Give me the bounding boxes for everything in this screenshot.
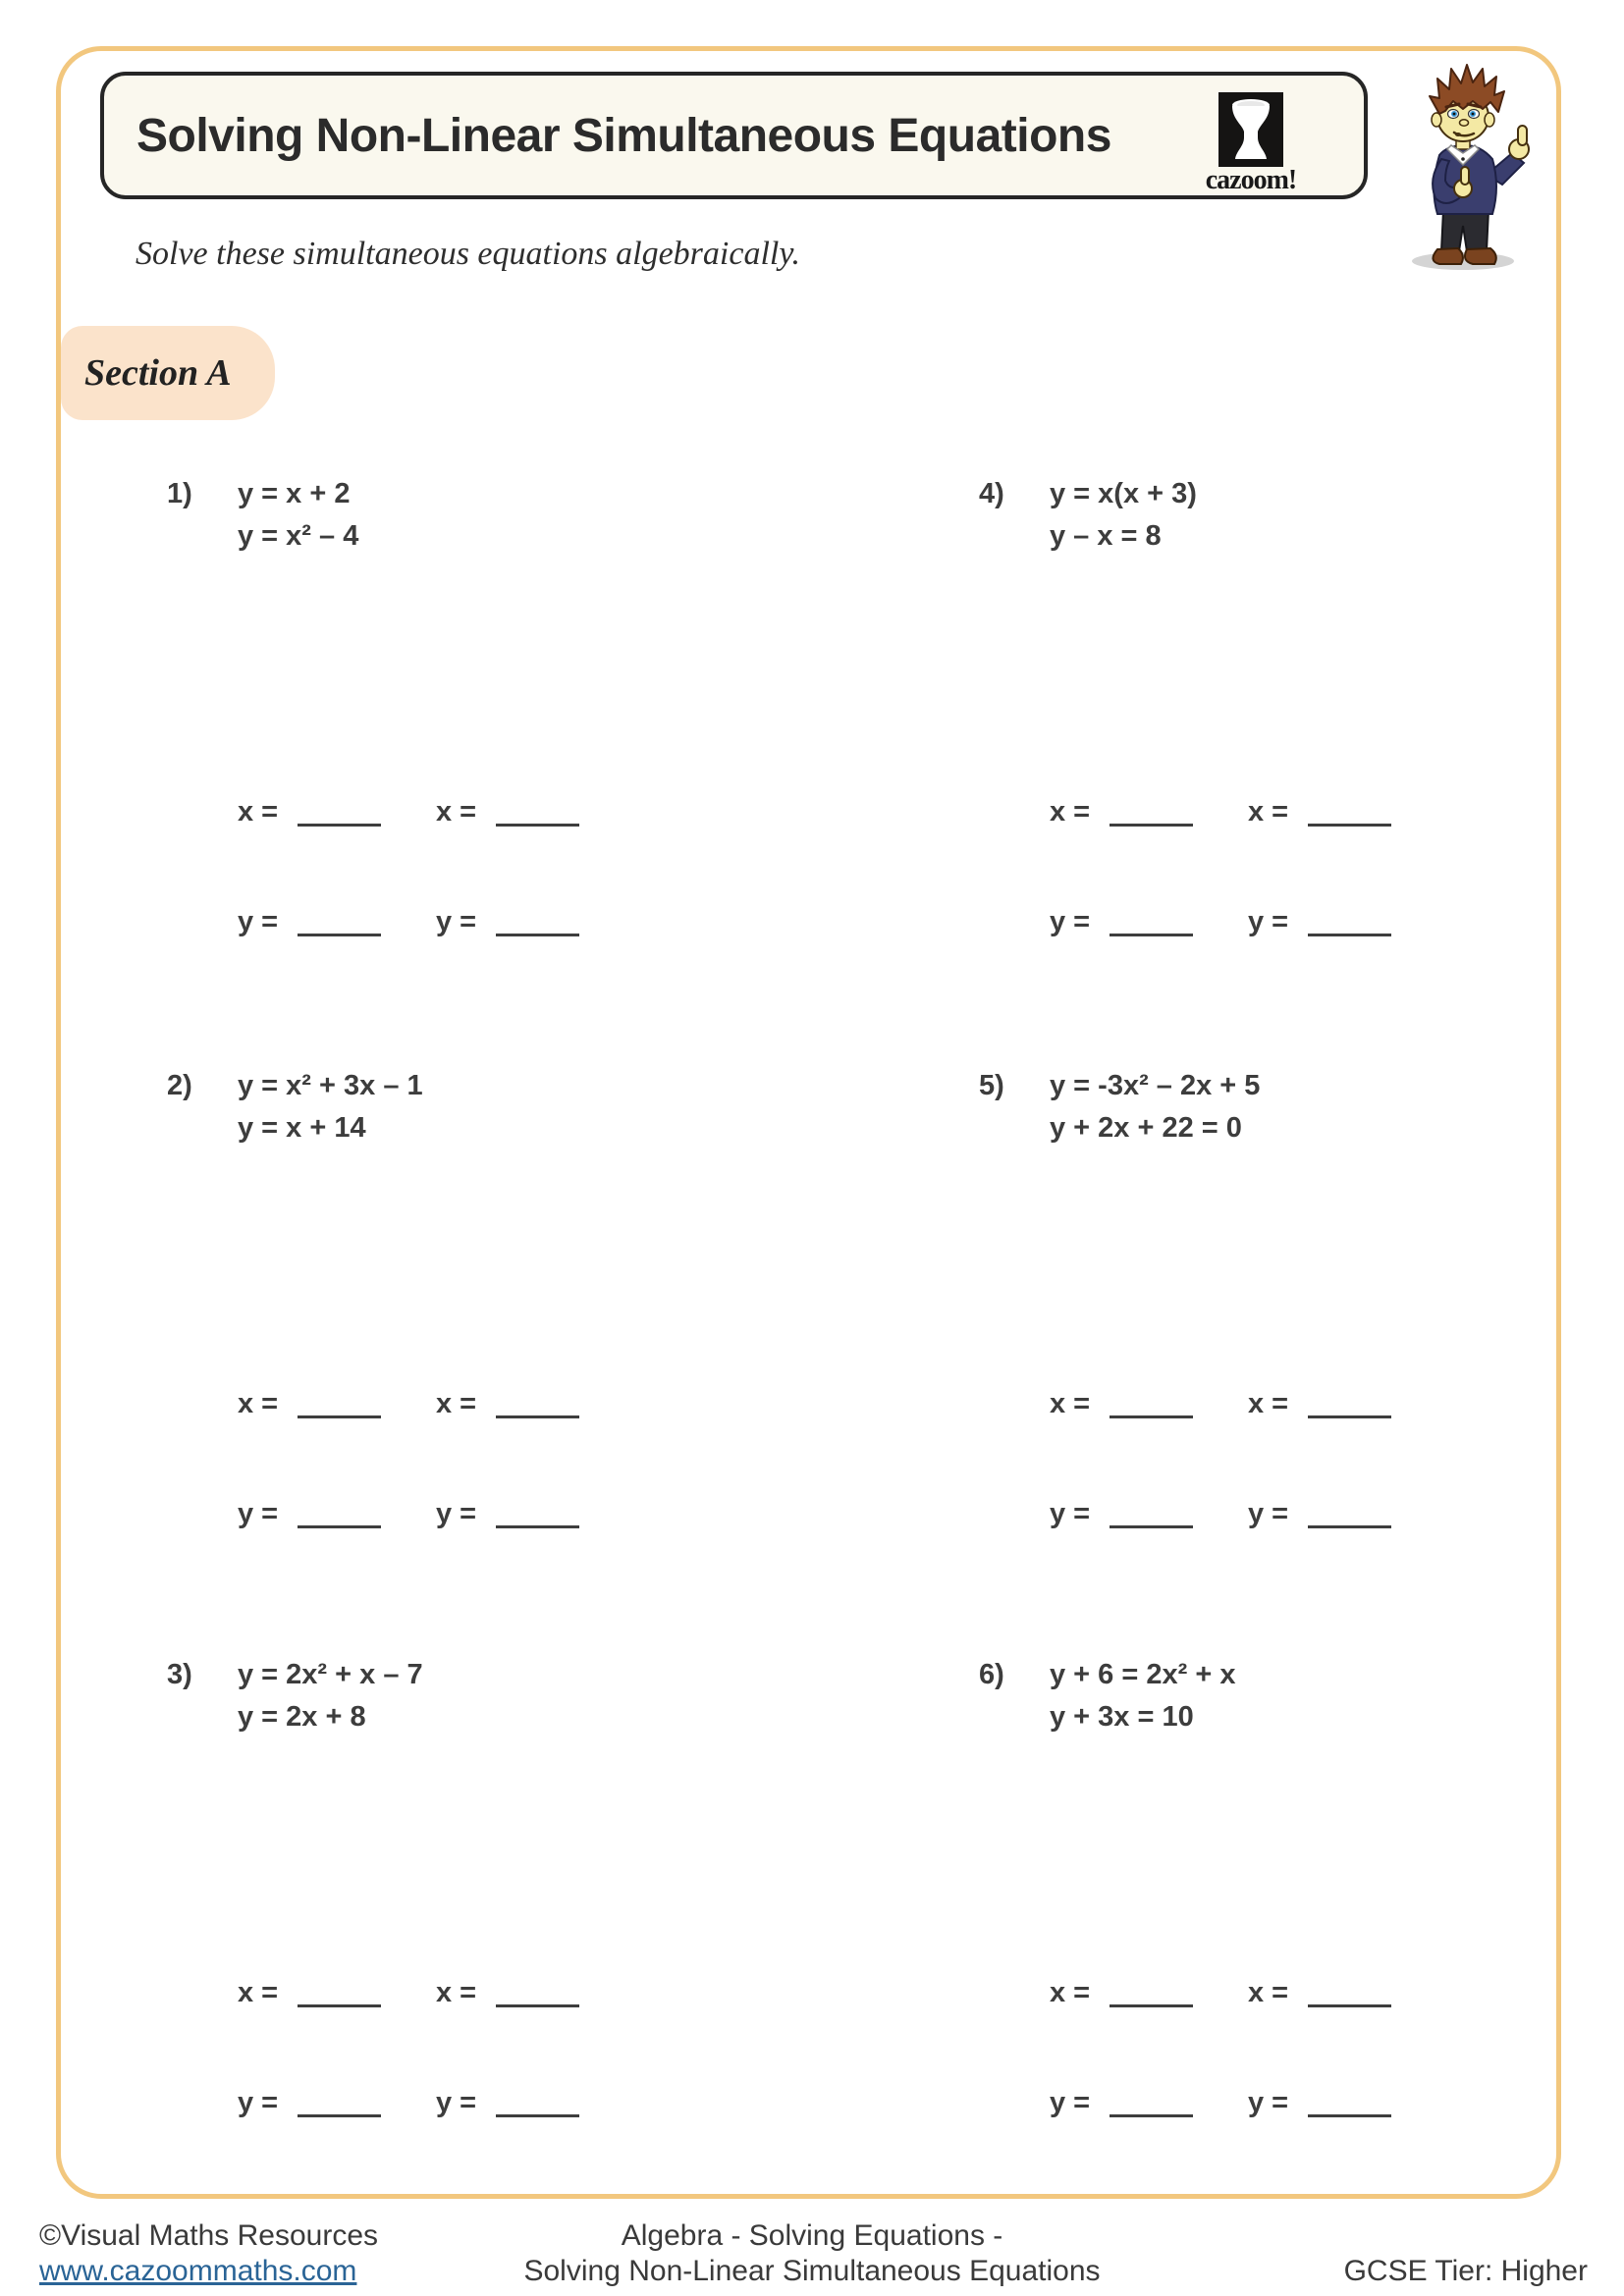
problem-5	[979, 1065, 1624, 1575]
answer-label-x: x =	[1248, 1977, 1297, 2008]
cazoom-logo-text: cazoom!	[1205, 165, 1297, 195]
answer-blank[interactable]	[1110, 2114, 1193, 2117]
problem-number: 2)	[167, 1070, 192, 1101]
answer-label-x: x =	[436, 796, 485, 828]
student-mascot-illustration	[1402, 57, 1542, 275]
answer-blank[interactable]	[1308, 934, 1391, 936]
answer-row-y	[1050, 2088, 1446, 2119]
answer-blank[interactable]	[1308, 2114, 1391, 2117]
footer-website-link[interactable]: www.cazoommaths.com	[39, 2255, 357, 2287]
equation-line-2: y + 3x = 10	[1050, 1701, 1194, 1733]
answer-row-x	[238, 1978, 634, 2009]
answer-blank[interactable]	[298, 2114, 381, 2117]
answer-blank[interactable]	[298, 2004, 381, 2007]
answer-label-y: y =	[1248, 2087, 1297, 2118]
equation-line-1: y = x + 2	[238, 478, 351, 509]
answer-blank[interactable]	[298, 1415, 381, 1418]
problem-6	[979, 1654, 1624, 2164]
footer	[0, 2213, 1624, 2296]
problem-1	[167, 473, 913, 984]
answer-label-x: x =	[1050, 1388, 1099, 1419]
page-title: Solving Non-Linear Simultaneous Equations	[136, 109, 1111, 162]
answer-blank[interactable]	[1308, 1415, 1391, 1418]
equation-line-2: y – x = 8	[1050, 520, 1162, 552]
answer-label-x: x =	[436, 1388, 485, 1419]
problem-number: 5)	[979, 1070, 1004, 1101]
answer-label-x: x =	[1050, 1977, 1099, 2008]
answer-blank[interactable]	[1110, 824, 1193, 827]
answer-blank[interactable]	[496, 1525, 579, 1528]
answer-label-x: x =	[1248, 796, 1297, 828]
answer-blank[interactable]	[496, 824, 579, 827]
instruction-text: Solve these simultaneous equations algebraically.	[135, 236, 801, 272]
answer-blank[interactable]	[496, 2114, 579, 2117]
answer-row-x	[238, 1389, 634, 1420]
answer-label-x: x =	[1050, 796, 1099, 828]
answer-blank[interactable]	[1110, 2004, 1193, 2007]
answer-row-x	[1050, 1389, 1446, 1420]
answer-label-y: y =	[238, 1498, 287, 1529]
answer-blank[interactable]	[1110, 1415, 1193, 1418]
problem-number: 4)	[979, 478, 1004, 509]
answer-blank[interactable]	[496, 934, 579, 936]
footer-category-line1: Algebra - Solving Equations -	[621, 2219, 1003, 2252]
answer-row-x	[238, 797, 634, 828]
equation-line-1: y = x² + 3x – 1	[238, 1070, 423, 1101]
answer-blank[interactable]	[496, 1415, 579, 1418]
section-a-badge	[61, 326, 275, 420]
equation-line-2: y = 2x + 8	[238, 1701, 366, 1733]
equation-line-2: y = x + 14	[238, 1112, 366, 1144]
answer-blank[interactable]	[1308, 1525, 1391, 1528]
answer-label-y: y =	[1050, 1498, 1099, 1529]
answer-blank[interactable]	[496, 2004, 579, 2007]
section-a-label: Section A	[84, 352, 232, 394]
problem-number: 3)	[167, 1659, 192, 1690]
answer-blank[interactable]	[1110, 934, 1193, 936]
answer-row-y	[238, 2088, 634, 2119]
answer-blank[interactable]	[1110, 1525, 1193, 1528]
answer-row-y	[1050, 907, 1446, 938]
djembe-drum-icon	[1218, 92, 1283, 167]
footer-tier: GCSE Tier: Higher	[1343, 2255, 1588, 2287]
answer-label-y: y =	[436, 1498, 485, 1529]
answer-blank[interactable]	[298, 824, 381, 827]
answer-row-x	[1050, 797, 1446, 828]
answer-label-y: y =	[1248, 906, 1297, 937]
footer-copyright: ©Visual Maths Resources	[39, 2219, 379, 2252]
equation-line-2: y = x² – 4	[238, 520, 359, 552]
equation-line-1: y = -3x² – 2x + 5	[1050, 1070, 1261, 1101]
equation-line-1: y = x(x + 3)	[1050, 478, 1197, 509]
cazoom-logo	[1185, 92, 1317, 194]
answer-label-y: y =	[1050, 906, 1099, 937]
problem-4	[979, 473, 1624, 984]
problem-3	[167, 1654, 913, 2164]
answer-label-y: y =	[1248, 1498, 1297, 1529]
answer-label-x: x =	[238, 796, 287, 828]
answer-label-x: x =	[1248, 1388, 1297, 1419]
answer-label-y: y =	[238, 2087, 287, 2118]
answer-label-y: y =	[238, 906, 287, 937]
answer-label-x: x =	[238, 1977, 287, 2008]
equation-line-1: y + 6 = 2x² + x	[1050, 1659, 1236, 1690]
answer-blank[interactable]	[298, 1525, 381, 1528]
problem-number: 1)	[167, 478, 192, 509]
answer-row-y	[1050, 1499, 1446, 1530]
answer-label-y: y =	[436, 906, 485, 937]
equation-line-1: y = 2x² + x – 7	[238, 1659, 423, 1690]
answer-blank[interactable]	[1308, 824, 1391, 827]
answer-label-x: x =	[436, 1977, 485, 2008]
answer-row-y	[238, 907, 634, 938]
answer-label-y: y =	[1050, 2087, 1099, 2118]
answer-row-y	[238, 1499, 634, 1530]
answer-blank[interactable]	[1308, 2004, 1391, 2007]
equation-line-2: y + 2x + 22 = 0	[1050, 1112, 1242, 1144]
answer-row-x	[1050, 1978, 1446, 2009]
worksheet-header	[100, 72, 1368, 199]
answer-label-y: y =	[436, 2087, 485, 2118]
answer-label-x: x =	[238, 1388, 287, 1419]
problem-number: 6)	[979, 1659, 1004, 1690]
problem-2	[167, 1065, 913, 1575]
footer-category-line2: Solving Non-Linear Simultaneous Equations	[523, 2255, 1101, 2287]
answer-blank[interactable]	[298, 934, 381, 936]
